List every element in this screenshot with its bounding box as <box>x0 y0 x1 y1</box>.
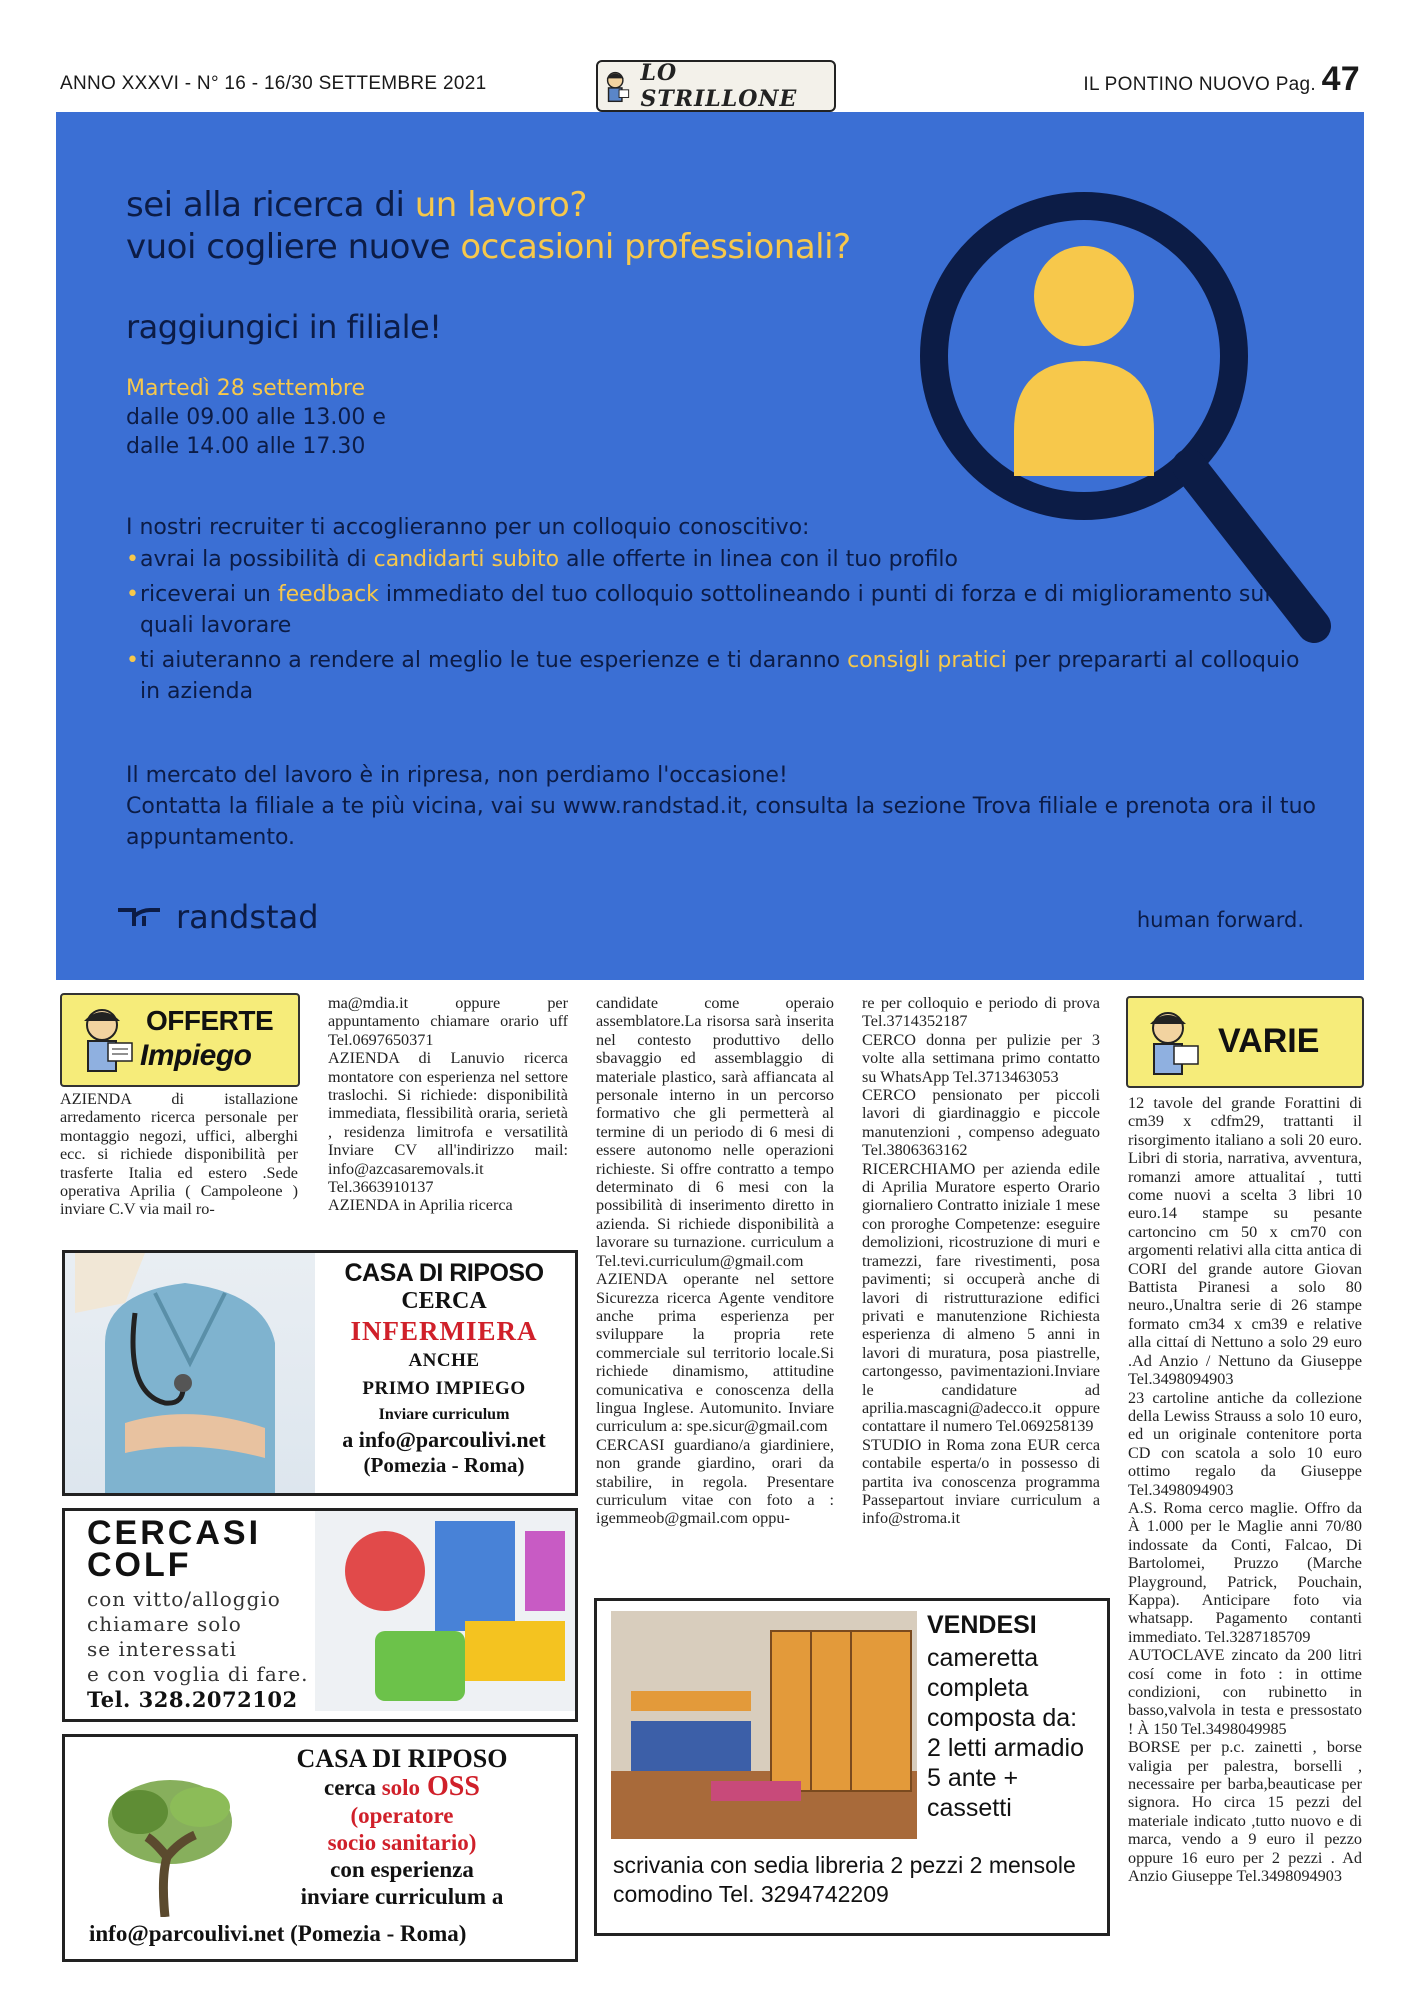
page-info <box>1083 60 1360 99</box>
newsboy-mascot-icon <box>598 68 632 104</box>
classified-ad: CERCO pensionato per piccoli lavori di giardinaggio e piccole manutenzioni , compenso adeguato Tel.3806363162 <box>862 1086 1100 1160</box>
classified-column-5 <box>1128 1094 1362 1885</box>
classified-ad: 12 tavole del grande Forattini di cm39 x cdfm29, trattanti il risorgimento italiano a soli 20 euro. Libri di storia, narrativa, avventura, romanzi amore attualitaí , tutti come nuovi a scelta 3 libri 10 euro.14 stampe su pesante cartoncino cm 50 x cm70 con argomenti relativi alla citta antica di CORI del grande autore Giovan Battista Piranesi a solo 80 neuro.,Unaltra serie di 26 stampe formato cm34 x cm39 e relative alla cittaí di Nettuno a solo 29 euro .Ad Anzio / Nettuno da Giuseppe Tel.3498094903 <box>1128 1094 1362 1389</box>
vendesi-advert <box>594 1598 1110 1936</box>
classified-ad: candidate come operaio assemblatore.La risorsa sarà inserita nel contesto produttivo dello sbavaggio ed assemblaggio di materiale plastico, sarà affiancata al personale interno in un percorso formativo che gli permetterà al termine di un periodo di 6 mesi di essere autonomo nelle operazioni richieste. Si offre contratto a tempo determinato di 6 mesi con la possibilità di inserimento diretto in azienda. Si richiede disponibilità a lavorare su turnazione. curriculum a Tel.tevi.curriculum@gmail.com <box>596 994 834 1270</box>
classified-ad: A.S. Roma cerco maglie. Offro da À 1.000 per le Maglie anni 70/80 indossate da Conti, Falcao, Di Bartolomei, Pruzzo (Marche Playground, Patrick, Pouchain, Kappa). Anticipare foto via whatsapp. Pagamento contanti immediato. Tel.3287185709 <box>1128 1498 1362 1646</box>
list-item: • riceverai un feedback immediato del tuo colloquio sottolineando i punti di forza e di miglioramento sui quali lavorare <box>126 579 1306 641</box>
issue-info: ANNO XXXVI - N° 16 - 16/30 SETTEMBRE 2021 <box>60 73 487 94</box>
randstad-advert <box>56 112 1364 980</box>
oss-advert <box>62 1734 578 1962</box>
olive-tree-icon <box>95 1767 245 1917</box>
varie-badge <box>1126 996 1364 1088</box>
masthead-title: LO STRILLONE <box>640 60 798 112</box>
list-item: • ti aiuteranno a rendere al meglio le tue esperienze e ti daranno consigli pratici per prepararti al colloquio in azienda <box>126 645 1306 707</box>
offerte-impiego-badge <box>60 993 300 1087</box>
ad-headline: sei alla ricerca di un lavoro? vuoi cogliere nuove occasioni professionali? <box>126 185 851 267</box>
publication-name: IL PONTINO NUOVO <box>1083 74 1271 95</box>
randstad-slogan: human forward. <box>1136 908 1304 932</box>
classified-ad: STUDIO in Roma zona EUR cerca contabile esperta/o in possesso di partita iva conoscenza programma Passepartout inviare curriculum a info@stroma.it <box>862 1435 1100 1528</box>
classified-column-3 <box>596 994 834 1528</box>
classified-ad: CERCASI guardiano/a giardiniere, non grande giardino, orari da stabilire, in regola. Presentare curriculum vitae con foto a : igemmeob@gmail.com oppu- <box>596 1435 834 1528</box>
classified-ad: BORSE per p.c. zainetti , borse valigia per palestra, borselli , necessaire per barba,beauticase per signora. Ho circa 15 pezzi del materiale indicato ,tutto nuovo e di marca, vendo a 9 euro il pezzo oppure 16 euro per 2 pezzi . Ad Anzio Giuseppe Tel.3498094903 <box>1128 1738 1362 1886</box>
classified-column-1 <box>60 1090 298 1219</box>
classified-ad: 23 cartoline antiche da collezione della Lewiss Strauss a solo 10 euro, ed un originale contenitore porta CD con scatola a solo 10 euro ottimo regalo da Giuseppe Tel.3498094903 <box>1128 1388 1362 1499</box>
ad-benefits-list <box>126 544 1306 711</box>
randstad-logo-icon <box>116 906 162 928</box>
classified-ad: AZIENDA operante nel settore Sicurezza ricerca Agente venditore anche prima esperienza per sviluppare la propria rete commerciale sul territorio locale.Si richiede dinamismo, attitudine comunicativa e conoscenza della lingua Inglese. Automunito. Inviare curriculum a: spe.sicur@gmail.com <box>596 1270 834 1436</box>
nurse-photo <box>65 1253 315 1493</box>
classified-ad: re per colloquio e periodo di prova Tel.3714352187 <box>862 994 1100 1031</box>
infermiera-text: CASA DI RIPOSO CERCA INFERMIERA ANCHE PRIMO IMPIEGO Inviare curriculum a info@parcoulivi.net (Pomezia - Roma) <box>342 1259 546 1477</box>
list-item: • avrai la possibilità di candidarti subito alle offerte in linea con il tuo profilo <box>126 544 1306 575</box>
ad-reach-us: raggiungici in filiale! <box>126 308 442 346</box>
colf-phone: Tel. 328.2072102 <box>87 1687 298 1712</box>
colf-advert <box>62 1508 578 1722</box>
randstad-logo: randstad <box>116 898 319 936</box>
page-number: 47 <box>1321 60 1360 98</box>
page-label: Pag. <box>1275 74 1316 95</box>
classified-ad: ma@mdia.it oppure per appuntamento chiamare orario uff Tel.0697650371 <box>328 994 568 1049</box>
oss-text: CASA DI RIPOSO cerca solo OSS (operatore socio sanitario) con esperienza inviare curriculum a <box>296 1744 508 1909</box>
classified-ad: AUTOCLAVE zincato da 200 litri cosí come in foto : in ottime condizioni, con rubinetto in basso,valvola in testa e pressostato ! À 150 Tel.3498049985 <box>1128 1646 1362 1738</box>
classified-ad: AZIENDA di Lanuvio ricerca montatore con esperienza nel settore traslochi. Si richiede: disponibilità immediata, flessibilità oraria, serietà , residenza limitrofa e versatilità Inviare CV all'indirizzo mail: info@azcasaremovals.it Tel.3663910137 <box>328 1049 568 1197</box>
ad-date-hours: Martedì 28 settembre dalle 09.00 alle 13.00 e dalle 14.00 alle 17.30 <box>126 376 386 459</box>
section-title: VARIE <box>1218 1022 1320 1060</box>
newsboy-mascot-icon <box>1134 1006 1204 1080</box>
ad-market-text: Il mercato del lavoro è in ripresa, non perdiamo l'occasione! Contatta la filiale a te più vicina, vai su www.randstad.it, consulta la sezione Trova filiale e prenota ora il tuo appuntamento. <box>126 763 1316 850</box>
cleaning-supplies-icon <box>315 1511 575 1711</box>
ad-recruiter-intro: I nostri recruiter ti accoglieranno per un colloquio conoscitivo: <box>126 515 810 540</box>
masthead-logo <box>596 60 836 112</box>
section-title: OFFERTE <box>146 1005 274 1036</box>
oss-email: info@parcoulivi.net (Pomezia - Roma) <box>89 1921 467 1946</box>
classified-column-2 <box>328 994 568 1215</box>
vendesi-title: VENDESI <box>927 1611 1037 1639</box>
infermiera-advert <box>62 1250 578 1496</box>
classified-ad: CERCO donna per pulizie per 3 volte alla settimana primo contatto su WhatsApp Tel.3713463053 <box>862 1030 1100 1086</box>
section-subtitle: Impiego <box>140 1039 252 1072</box>
vendesi-description: cameretta completa composta da: 2 letti armadio 5 ante + cassetti <box>927 1644 1085 1822</box>
vendesi-details: scrivania con sedia libreria 2 pezzi 2 mensole comodino Tel. 3294742209 <box>613 1852 1076 1907</box>
colf-details: con vitto/alloggio chiamare solo se interessati e con voglia di fare. <box>87 1587 309 1686</box>
classified-ad: AZIENDA di istallazione arredamento ricerca personale per montaggio negozi, uffici, alberghi ecc. si richiede disponibilità per trasferte Italia ed estero .Sede operativa Aprilia ( Campoleone ) inviare C.V via mail ro- <box>60 1090 298 1219</box>
classified-column-4 <box>862 994 1100 1528</box>
classified-ad: AZIENDA in Aprilia ricerca <box>328 1196 513 1215</box>
colf-title: CERCASI COLF <box>87 1514 262 1584</box>
nurse-figure-icon <box>65 1253 315 1493</box>
newsboy-mascot-icon <box>68 1003 138 1077</box>
bedroom-furniture-icon <box>611 1611 917 1839</box>
bedroom-photo <box>611 1611 917 1839</box>
classified-ad: RICERCHIAMO per azienda edile di Aprilia Muratore esperto Orario giornaliero Contratto iniziale 1 mese con proroghe Competenze: eseguire demolizioni, ricostruzione di muri e tramezzi, fare rivestimenti, posa pavimenti; si occuperà anche di lavori di ristrutturazione edifici privati e manutenzione Richiesta esperienza di almeno 5 anni in lavori di muratura, posa piastrelle, cartongesso, pavimentazioni.Inviare le candidature ad aprilia.mascagni@adecco.it oppure contattare il numero Tel.069258139 <box>862 1159 1100 1436</box>
